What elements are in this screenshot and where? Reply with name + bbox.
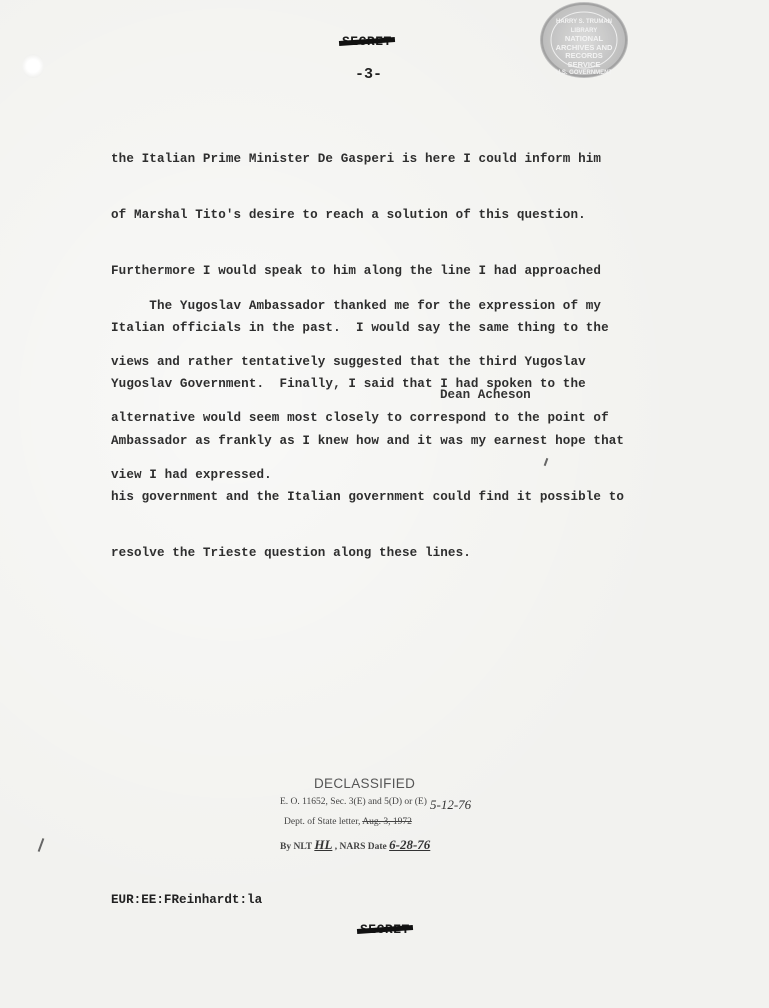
- stamp-line: SERVICE: [567, 59, 601, 69]
- page-number: -3-: [355, 66, 383, 83]
- text-line: Ambassador as frankly as I knew how and it was my earnest hope that: [111, 433, 625, 448]
- classification-marking-top: [342, 34, 392, 49]
- text-line: Furthermore I would speak to him along the line I had approached: [111, 264, 602, 279]
- declass-struck-date: Aug. 3, 1972: [362, 817, 412, 827]
- declassification-block: [280, 776, 430, 853]
- drafting-reference: EUR:EE:FReinhardt:la: [111, 893, 263, 907]
- stamp-line: ARCHIVES AND: [555, 42, 613, 52]
- text-line: alternative would seem most closely to correspond to the point of: [111, 411, 609, 426]
- handwritten-date-2: 6-28-76: [389, 837, 431, 852]
- text-line: views and rather tentatively suggested that the third Yugoslav: [111, 354, 586, 369]
- stamp-line: RECORDS: [565, 51, 603, 60]
- declass-letter-prefix: Dept. of State letter,: [284, 817, 361, 827]
- declassified-title: DECLASSIFIED: [314, 776, 416, 791]
- text-line: of Marshal Tito's desire to reach a solution of this question.: [111, 207, 586, 222]
- declass-by-label: By NLT: [280, 842, 312, 852]
- text-line: his government and the Italian government could find it possible to: [111, 489, 625, 504]
- text-line: Italian officials in the past. I would say the same thing to the: [111, 320, 609, 335]
- text-line: view I had expressed.: [111, 467, 272, 482]
- handwritten-date-1: 5-12-76: [430, 797, 472, 812]
- stamp-line: U.S. GOVERNMENT: [555, 70, 613, 76]
- declass-nars-label: , NARS Date: [334, 842, 387, 852]
- classification-marking-bottom: [360, 922, 410, 937]
- margin-mark: [38, 838, 45, 852]
- text-line: Yugoslav Government. Finally, I said that I had spoken to the: [111, 377, 586, 392]
- handwritten-initials: HL: [314, 837, 333, 852]
- stamp-line: HARRY S. TRUMAN LIBRARY: [555, 19, 612, 34]
- text-line: The Yugoslav Ambassador thanked me for the expression of my: [111, 298, 602, 313]
- text-line: the Italian Prime Minister De Gasperi is here I could inform him: [111, 151, 602, 166]
- stamp-line: NATIONAL: [564, 34, 604, 43]
- body-paragraph-2: [111, 259, 609, 522]
- declass-authority: E. O. 11652, Sec. 3(E) and 5(D) or (E): [280, 797, 427, 807]
- archives-stamp: [540, 2, 628, 78]
- declass-letter-line: [284, 817, 430, 827]
- signature: Dean Acheson: [440, 388, 531, 402]
- text-line: resolve the Trieste question along these lines.: [111, 546, 471, 561]
- declass-by-line: [280, 837, 430, 853]
- stamp-text: [554, 18, 614, 78]
- punch-hole: [22, 54, 44, 78]
